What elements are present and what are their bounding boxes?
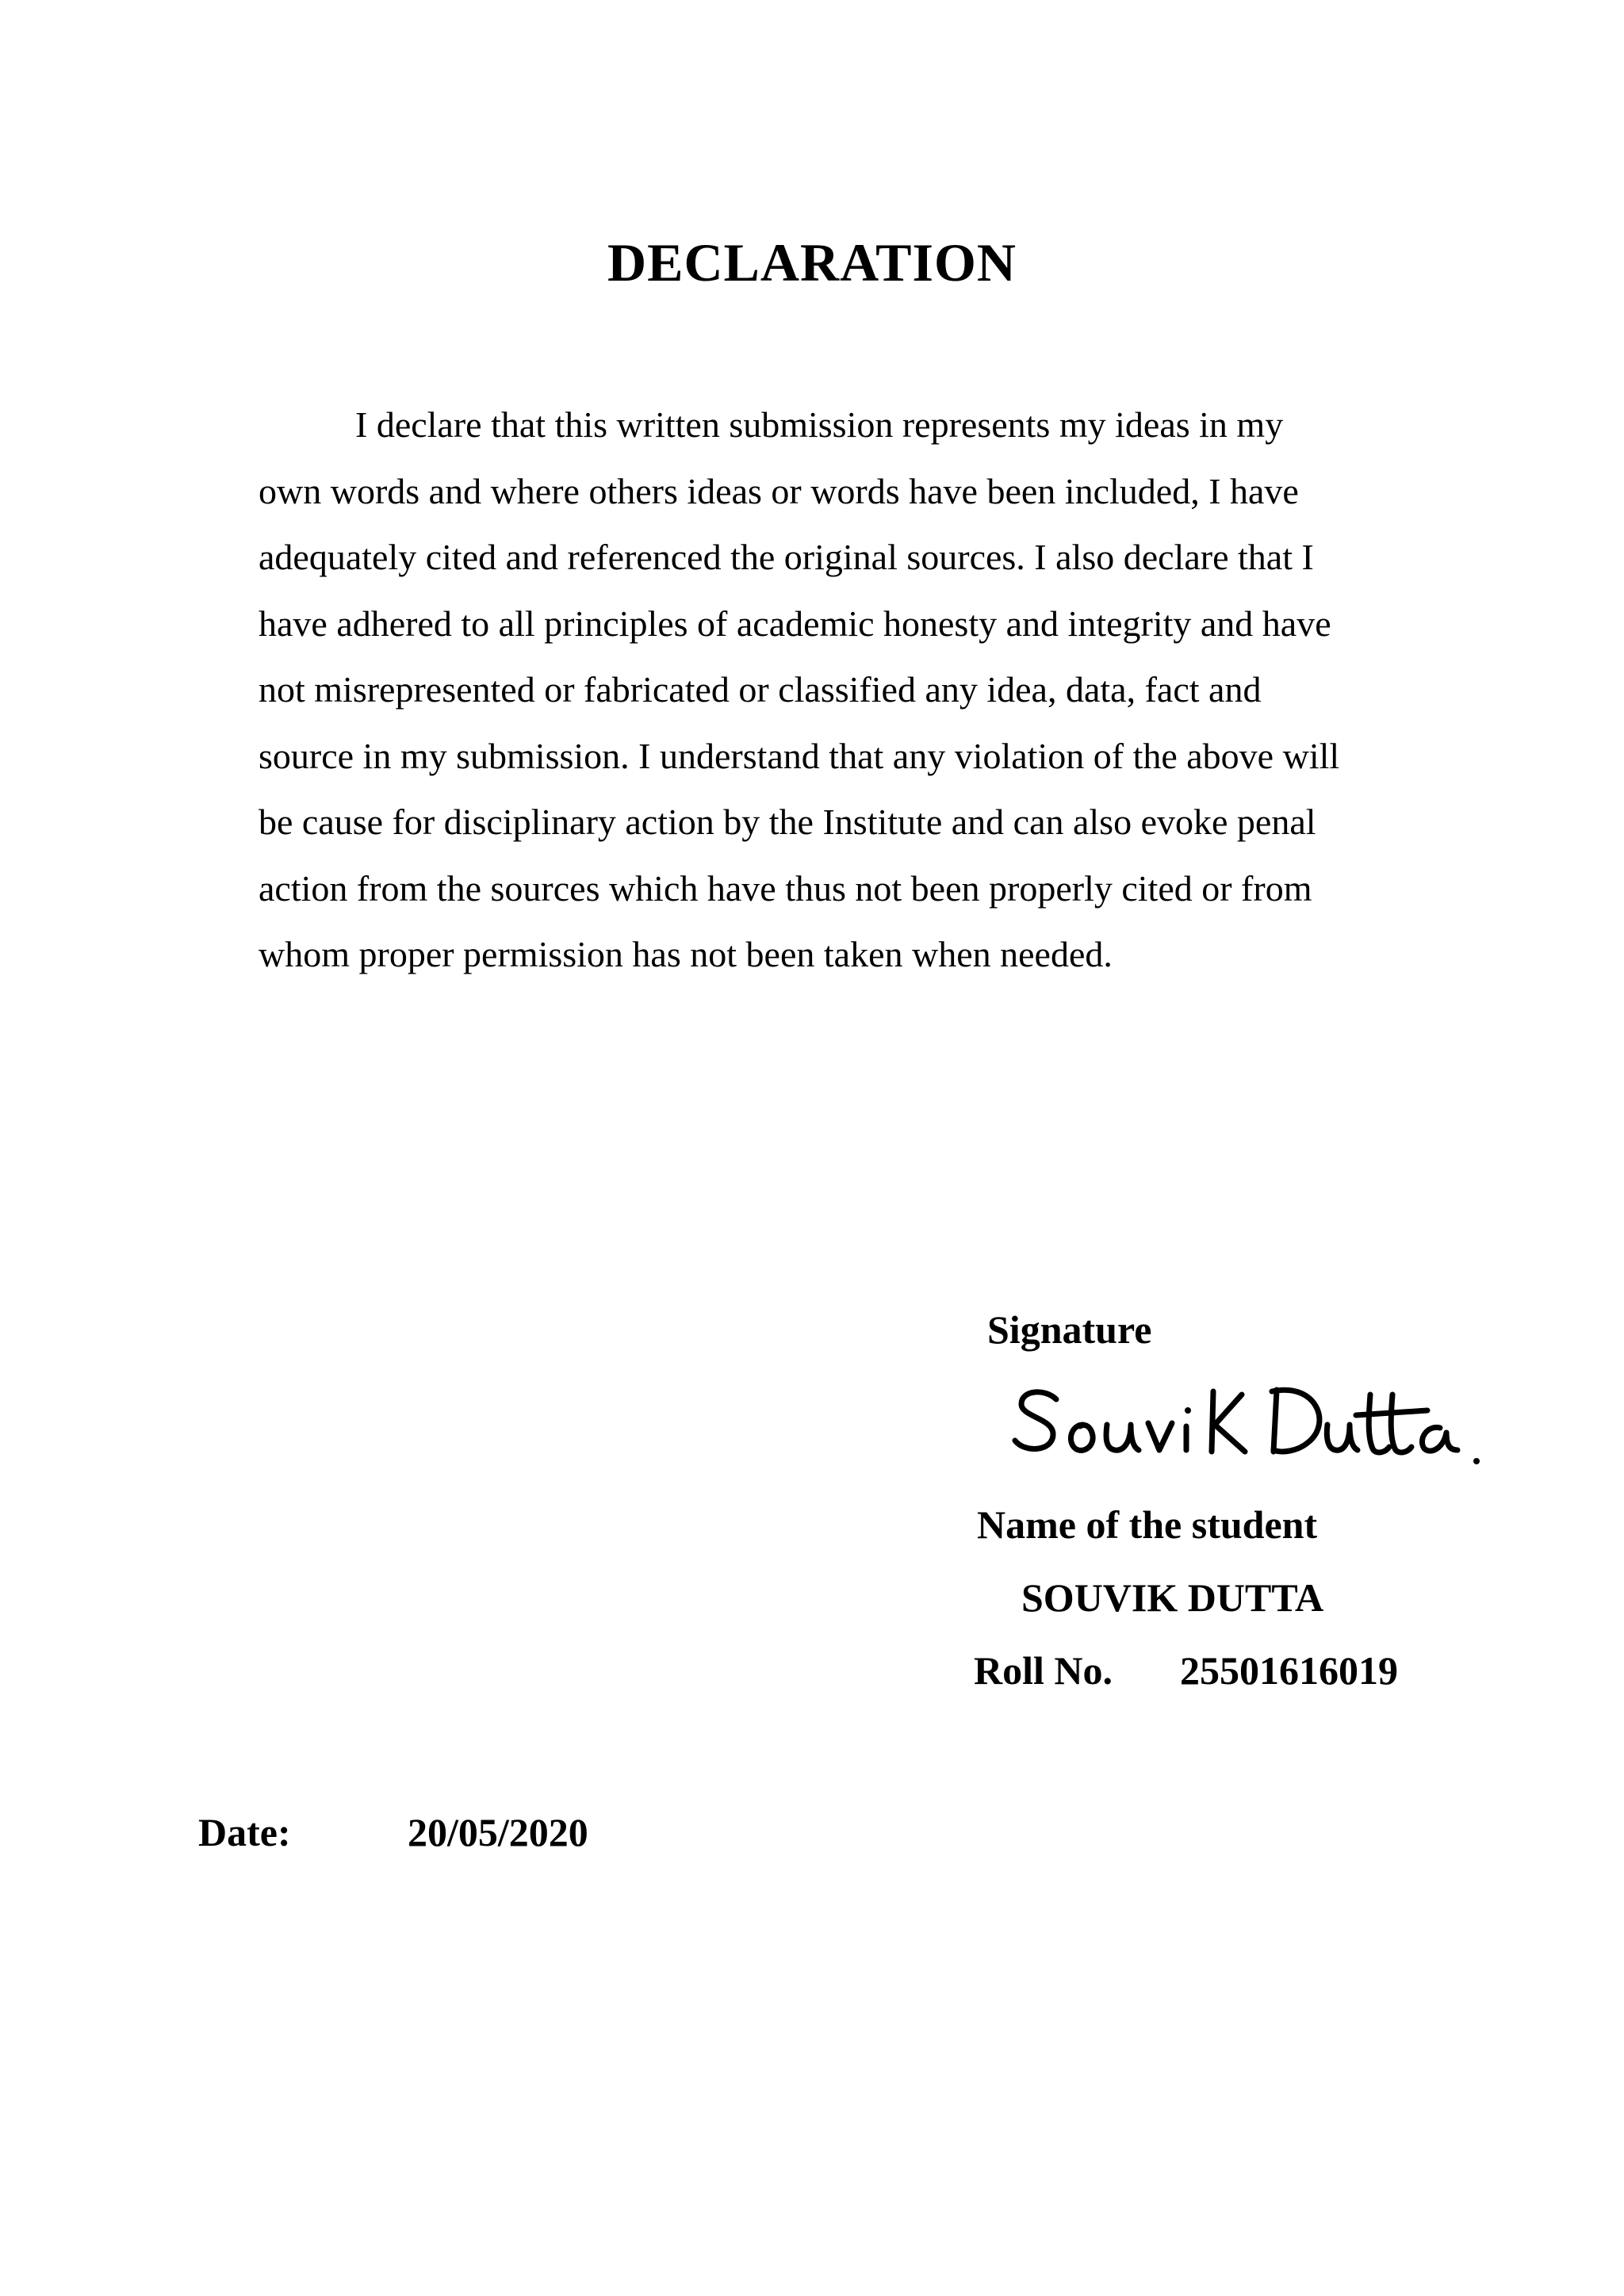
paragraph-line: action from the sources which have thus not been properly cited or from xyxy=(259,867,1312,909)
student-name-label: Name of the student xyxy=(977,1502,1318,1547)
declaration-paragraph xyxy=(259,392,1424,988)
student-name-value: SOUVIK DUTTA xyxy=(1021,1575,1324,1620)
date-value: 20/05/2020 xyxy=(408,1810,588,1854)
paragraph-line: not misrepresented or fabricated or classified any idea, data, fact and xyxy=(259,669,1262,710)
paragraph-line: adequately cited and referenced the original sources. I also declare that I xyxy=(259,537,1314,577)
date-label: Date: xyxy=(198,1810,291,1854)
roll-number-label: Roll No. xyxy=(974,1648,1113,1693)
paragraph-line: I declare that this written submission represents my ideas in my xyxy=(355,404,1284,445)
paragraph-line: source in my submission. I understand that any violation of the above will xyxy=(259,735,1340,776)
paragraph-line: own words and where others ideas or words have been included, I have xyxy=(259,470,1299,511)
page-title: DECLARATION xyxy=(607,232,1017,293)
paragraph-line: be cause for disciplinary action by the Institute and can also evoke penal xyxy=(259,802,1316,842)
roll-number-value: 25501616019 xyxy=(1180,1648,1398,1693)
handwritten-signature xyxy=(1007,1376,1483,1471)
paragraph-line: have adhered to all principles of academic honesty and integrity and have xyxy=(259,603,1331,644)
paragraph-line: whom proper permission has not been taken when needed. xyxy=(259,934,1113,974)
signature-label: Signature xyxy=(987,1307,1152,1352)
